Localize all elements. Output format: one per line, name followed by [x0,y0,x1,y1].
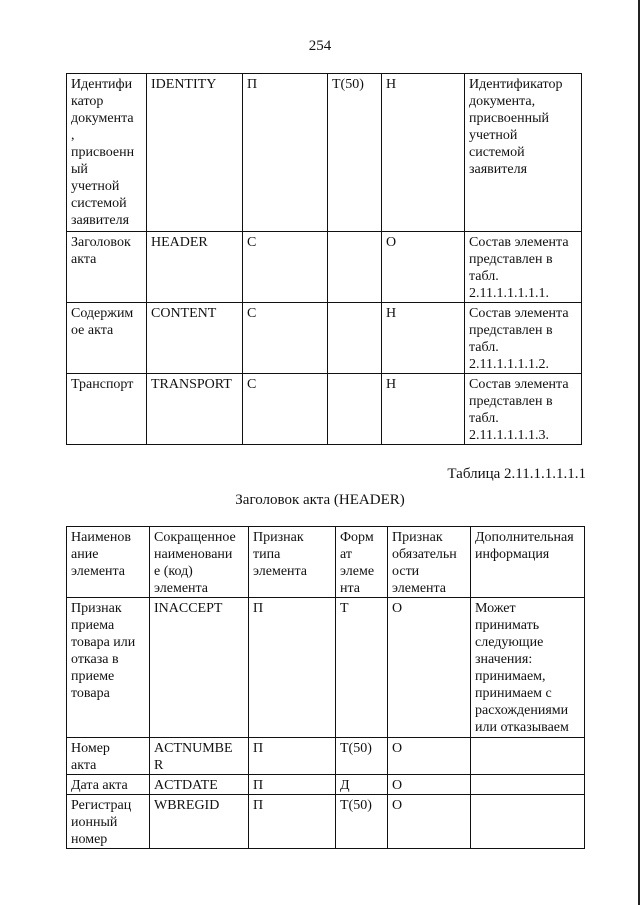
table-row [67,598,585,738]
element-info-cell: Состав элемента представлен в табл. 2.11.1.1.1.1.3. [465,374,582,445]
element-required-cell: О [382,232,465,303]
column-header: Признак обязательн ости элемента [388,527,471,598]
element-required-cell: О [388,775,471,795]
element-type-cell: П [243,74,328,232]
element-type-cell: С [243,303,328,374]
element-required-cell: Н [382,303,465,374]
element-info-cell: Состав элемента представлен в табл. 2.11.1.1.1.1.2. [465,303,582,374]
element-required-cell: О [388,738,471,775]
element-info-cell [471,775,585,795]
table-row [67,74,582,232]
element-info-cell: Может принимать следующие значения: принимаем, принимаем с расхождениями или отказываем [471,598,585,738]
header-table [66,526,585,849]
element-type-cell: П [249,795,336,849]
element-format-cell: Т [336,598,388,738]
table-row [67,795,585,849]
element-info-cell [471,795,585,849]
column-header: Сокращенное наименовани е (код) элемента [150,527,249,598]
element-name-cell: Содержим ое акта [67,303,147,374]
column-header: Наименов ание элемента [67,527,150,598]
element-format-cell [328,232,382,303]
element-code-cell: ACTDATE [150,775,249,795]
element-name-cell: Номер акта [67,738,150,775]
table-row [67,775,585,795]
element-type-cell: С [243,374,328,445]
page-number: 254 [308,38,332,54]
element-code-cell: ACTNUMBE R [150,738,249,775]
element-format-cell [328,374,382,445]
element-format-cell: Т(50) [328,74,382,232]
element-name-cell: Идентифи катор документа , присвоенн ый учетной системой заявителя [67,74,147,232]
table-row [67,232,582,303]
element-required-cell: Н [382,374,465,445]
table-header-row [67,527,585,598]
element-name-cell: Заголовок акта [67,232,147,303]
element-info-cell: Идентификатор документа, присвоенный учетной системой заявителя [465,74,582,232]
column-header: Дополнительная информация [471,527,585,598]
element-type-cell: П [249,598,336,738]
element-required-cell: О [388,795,471,849]
table-row [67,738,585,775]
element-code-cell: TRANSPORT [147,374,243,445]
element-name-cell: Транспорт [67,374,147,445]
element-info-cell [471,738,585,775]
table-caption: Таблица 2.11.1.1.1.1.1 [447,466,586,482]
element-type-cell: П [249,738,336,775]
elements-table [66,73,582,445]
element-type-cell: С [243,232,328,303]
element-required-cell: О [388,598,471,738]
element-format-cell: Т(50) [336,738,388,775]
table-row [67,303,582,374]
element-format-cell [328,303,382,374]
element-name-cell: Признак приема товара или отказа в приеме товара [67,598,150,738]
element-code-cell: IDENTITY [147,74,243,232]
element-code-cell: WBREGID [150,795,249,849]
element-name-cell: Дата акта [67,775,150,795]
element-info-cell: Состав элемента представлен в табл. 2.11.1.1.1.1.1. [465,232,582,303]
table-title: Заголовок акта (HEADER) [235,492,405,508]
element-type-cell: П [249,775,336,795]
element-code-cell: INACCEPT [150,598,249,738]
element-code-cell: CONTENT [147,303,243,374]
element-name-cell: Регистрац ионный номер [67,795,150,849]
column-header: Форм ат элеме нта [336,527,388,598]
column-header: Признак типа элемента [249,527,336,598]
element-required-cell: Н [382,74,465,232]
element-format-cell: Д [336,775,388,795]
element-format-cell: Т(50) [336,795,388,849]
element-code-cell: HEADER [147,232,243,303]
table-row [67,374,582,445]
